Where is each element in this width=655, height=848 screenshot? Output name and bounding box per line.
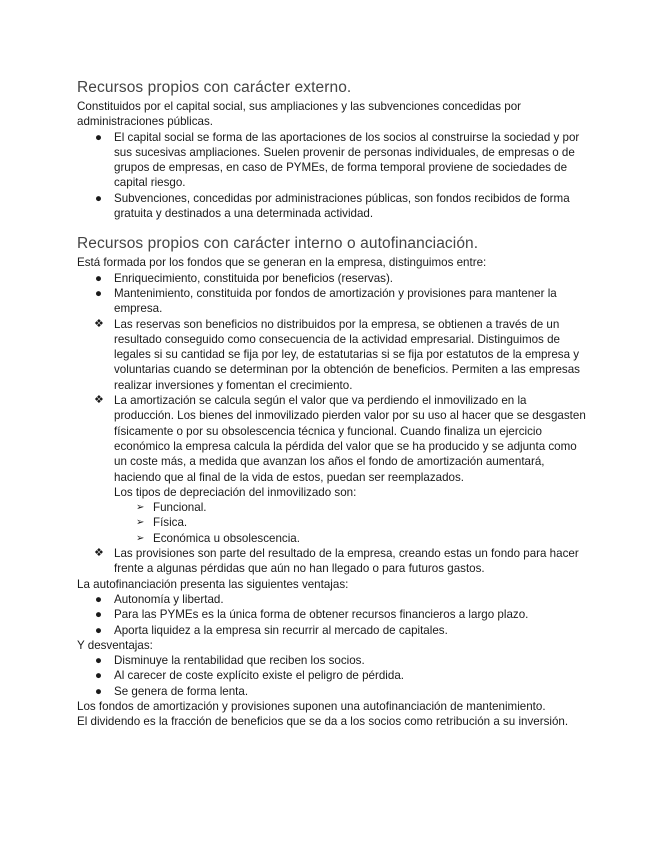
advantages-list [77,592,587,638]
diamond-bullet-icon: ❖ [94,317,104,330]
list-item: ● El capital social se forma de las aportaciones de los socios al construirse la sociedad y por sus sucesivas ampliaciones. Suelen provenir de personas individuales, de empresas o de grupos de empresas, en caso de PYMEs, de forma temporal proviene de sociedades de capital riesgo. [95,130,580,190]
arrow-bullet-icon: ➢ [136,532,145,544]
list-item: ● Mantenimiento, constituida por fondos de amortización y provisiones para mantener la empresa. [95,286,557,316]
diamond-bullet-icon: ❖ [94,547,104,560]
paragraph-external-intro: Constituidos por el capital social, sus ampliaciones y las subvenciones concedidas por administraciones públicas. [77,100,522,129]
section-heading-external: Recursos propios con carácter externo. [77,79,352,96]
arrow-bullet-icon: ➢ [136,517,145,529]
list-item: ● Aporta liquidez a la empresa sin recurrir al mercado de capitales. [95,623,448,637]
list-item: ➢ Económica u obsolescencia. [136,531,300,545]
closing-paragraph-funds: Los fondos de amortización y provisiones suponen una autofinanciación de mantenimiento. [77,699,546,713]
bullet-icon: ● [95,286,103,300]
depreciation-intro: Los tipos de depreciación del inmovilizado son: [114,485,357,499]
bullet-icon: ● [95,608,103,622]
list-item: ● Enriquecimiento, constituida por beneficios (reservas). [95,271,394,285]
arrow-bullet-icon: ➢ [136,502,145,514]
list-item: ● Al carecer de coste explícito existe el peligro de pérdida. [95,669,405,683]
bullet-icon: ● [95,191,103,205]
bullet-icon: ● [95,592,103,606]
bullet-icon: ● [95,623,103,637]
provisions-list [77,546,587,577]
paragraph-internal-intro: Está formada por los fondos que se generan en la empresa, distinguimos entre: [77,256,487,270]
bullet-list-external [77,130,587,222]
disadvantages-list [77,653,587,699]
list-item: ➢ Funcional. [136,501,207,515]
list-item: ● Se genera de forma lenta. [95,684,249,698]
depreciation-list [77,500,587,546]
list-item: ● Disminuye la rentabilidad que reciben los socios. [95,654,365,668]
list-item: ❖ Las reservas son beneficios no distribuidos por la empresa, se obtienen a través de un resultado conseguido como consecuencia de la actividad empresarial. Distinguimos de legales si su cantidad se fija por ley, de estatutarias si se fija por estatutos de la empresa y voluntarias cuando se determinan por la obtención de beneficios. Permiten a las empresas realizar inversiones y fomentan el crecimiento. [94,317,580,392]
bullet-list-internal [77,271,587,485]
disadvantages-intro: Y desventajas: [77,638,153,652]
bullet-icon: ● [95,684,103,698]
document-page [77,78,587,730]
diamond-bullet-icon: ❖ [94,394,104,407]
list-item: ❖ La amortización se calcula según el valor que va perdiendo el inmovilizado en la producción. Los bienes del inmovilizado pierden valor por su uso al hacer que se desgasten físicamente o por su obsolescencia técnica y funcional. Cuando finaliza un ejercicio económico la empresa calcula la pérdida del valor que se ha producido y se adjunta como un coste más, a medida que avanzan los años el fondo de amortización aumentará, haciendo que al final de la vida de estos, puedan ser reemplazados. [94,394,586,484]
advantages-intro: La autofinanciación presenta las siguientes ventajas: [77,577,349,591]
bullet-icon: ● [95,654,103,668]
list-item: ➢ Física. [136,516,188,530]
list-item: ● Autonomía y libertad. [95,592,224,606]
bullet-icon: ● [95,130,103,144]
closing-paragraph-dividend: El dividendo es la fracción de beneficios que se da a los socios como retribución a su inversión. [77,715,569,729]
list-item: ● Para las PYMEs es la única forma de obtener recursos financieros a largo plazo. [95,608,529,622]
list-item: ● Subvenciones, concedidas por administraciones públicas, son fondos recibidos de forma gratuita y destinados a una determinada actividad. [95,191,570,221]
bullet-icon: ● [95,669,103,683]
bullet-icon: ● [95,271,103,285]
section-heading-internal: Recursos propios con carácter interno o autofinanciación. [77,235,479,253]
list-item: ❖ Las provisiones son parte del resultado de la empresa, creando estas un fondo para hacer frente a algunas pérdidas que aún no han llegado o para futuros gastos. [94,547,579,576]
